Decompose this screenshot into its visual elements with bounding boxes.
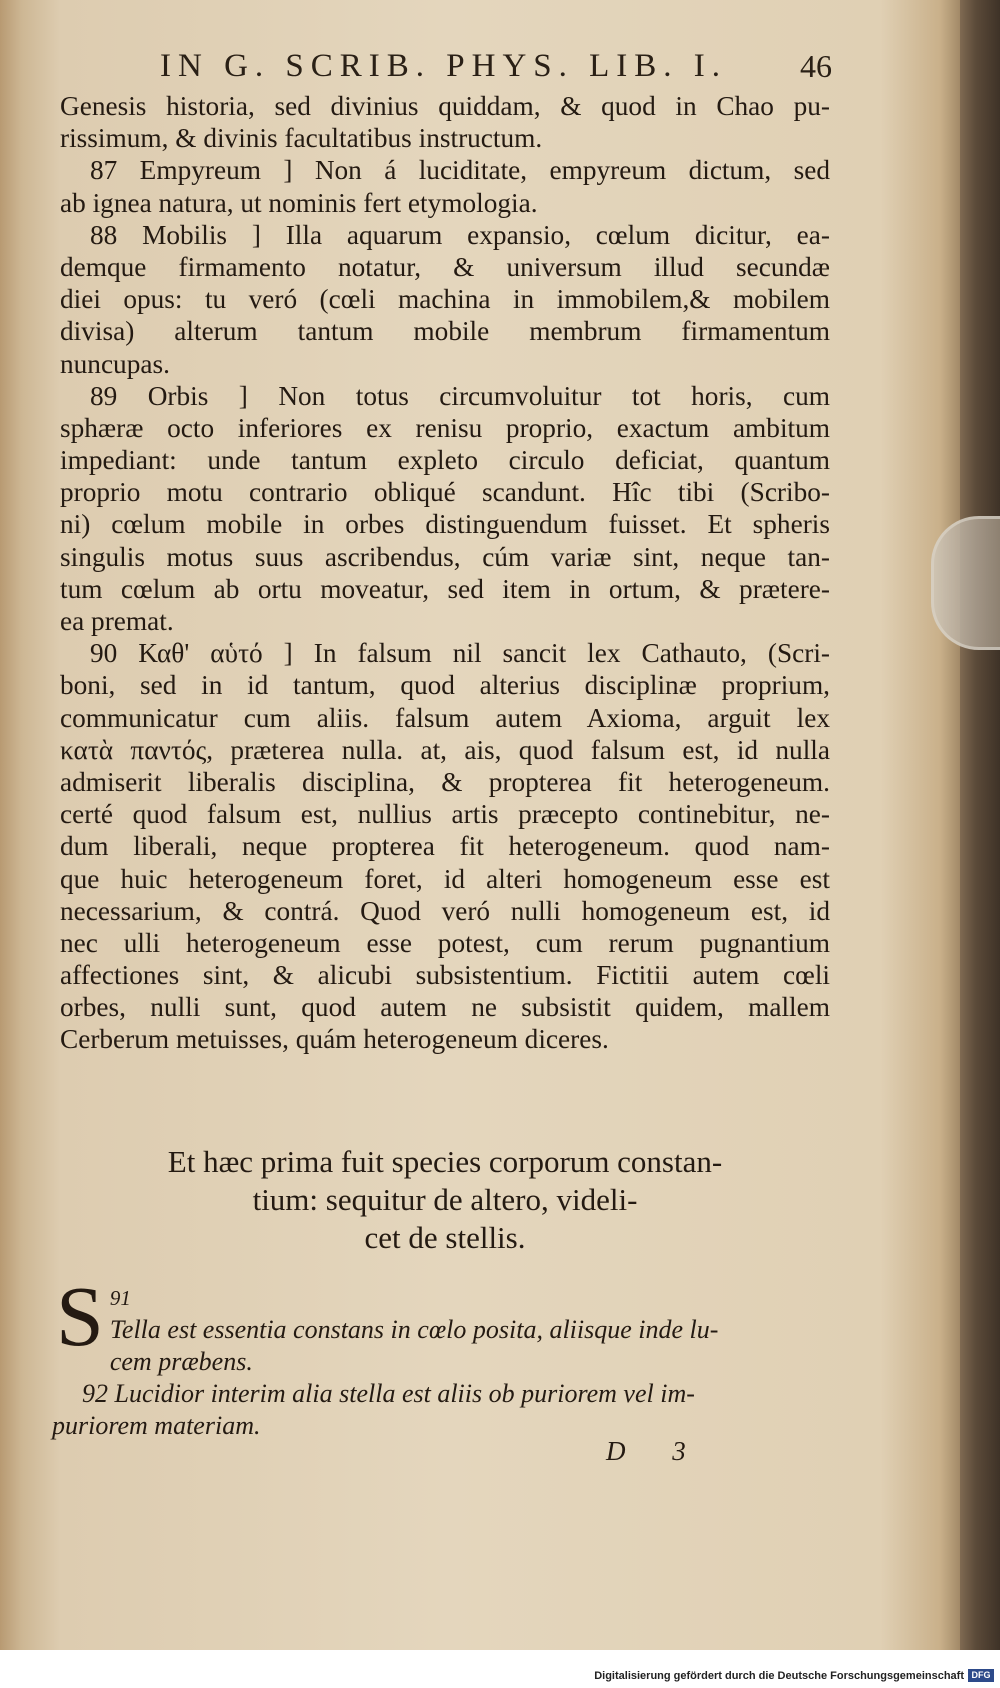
text-line: 90 Καθ' αὑτό ] In falsum nil sancit lex Cathauto, (Scri- (90, 638, 830, 669)
text-line: affectiones sint, & alicubi subsistentium. Fictitii autem cœli (60, 960, 830, 991)
running-head-title: IN G. SCRIB. PHYS. LIB. I. (160, 48, 728, 84)
definition-line: 92 Lucidior interim alia stella est aliis ob puriorem vel im- (82, 1379, 695, 1408)
drop-capital: S (56, 1268, 104, 1364)
text-line: que huic heterogeneum foret, id alteri homogeneum esse est (60, 863, 830, 894)
book-clasp (931, 516, 1000, 650)
signature-mark: D 3 (606, 1436, 706, 1466)
definition-91 (52, 1268, 837, 1378)
page-number: 46 (800, 48, 832, 84)
text-line: tum cœlum ab ortu moveatur, sed item in ortum, & prætere- (60, 573, 830, 604)
text-line: impediant: unde tantum expleto circulo deficiat, quantum (60, 445, 830, 476)
text-line: nuncupas. (60, 348, 170, 379)
definition-line: cem præbens. (109, 1347, 253, 1376)
text-line: 88 Mobilis ] Illa aquarum expansio, cœlum dicitur, ea- (90, 219, 830, 250)
definition-line: Tella est essentia constans in cœlo posita, aliisque inde lu- (109, 1315, 719, 1344)
text-line: Genesis historia, sed divinius quiddam, & quod in Chao pu- (60, 91, 830, 121)
text-line: necessarium, & contrá. Quod veró nulli homogeneum est, id (60, 895, 830, 926)
text-line: diei opus: tu veró (cœli machina in immobilem,& mobilem (60, 284, 830, 315)
text-line: demque firmamento notatur, & universum illud secundæ (60, 251, 830, 282)
text-line: divisa) alterum tantum mobile membrum firmamentum (60, 316, 830, 347)
definition-92 (52, 1378, 837, 1442)
book-edge (960, 0, 1000, 1650)
text-line: proprio motu contrario obliqué scandunt. Hîc tibi (Scribo- (60, 477, 830, 508)
text-line: nec ulli heterogeneum esse potest, cum rerum pugnantium (60, 927, 830, 958)
text-line: dum liberali, neque propterea fit heterogeneum. quod nam- (60, 831, 830, 862)
text-line: boni, sed in id tantum, quod alterius disciplinæ proprium, (60, 670, 830, 701)
text-line: certé quod falsum est, nullius artis præcepto continebitur, ne- (60, 799, 830, 830)
definition-number: 91 (109, 1286, 131, 1310)
text-line: sphæræ octo inferiores ex renisu proprio, exactum ambitum (60, 412, 830, 443)
text-line: orbes, nulli sunt, quod autem ne subsistit quidem, mallem (60, 992, 830, 1023)
text-line: Cerberum metuisses, quám heterogeneum diceres. (60, 1024, 609, 1055)
text-line: ab ignea natura, ut nominis fert etymologia. (60, 187, 538, 218)
text-line: admiserit liberalis disciplina, & propterea fit heterogeneum. (60, 766, 830, 797)
footer-credit: Digitalisierung gefördert durch die Deutsche Forschungsgemeinschaft (594, 1670, 964, 1682)
text-line: communicatur cum aliis. falsum autem Axioma, arguit lex (60, 702, 830, 733)
text-line: singulis motus suus ascribendus, cúm variæ sint, neque tan- (60, 541, 830, 572)
text-line: 87 Empyreum ] Non á luciditate, empyreum dictum, sed (90, 155, 830, 186)
text-line: ea premat. (60, 606, 174, 636)
heading-line: cet de stellis. (364, 1220, 526, 1255)
body-text (60, 90, 830, 1056)
section-heading (60, 1143, 830, 1257)
dfg-logo-icon: DFG (968, 1669, 994, 1682)
heading-line: tium: sequitur de altero, videli- (252, 1182, 638, 1217)
heading-line: Et hæc prima fuit species corporum constan- (167, 1144, 723, 1179)
definitions (52, 1268, 837, 1442)
definition-line: puriorem materiam. (52, 1411, 261, 1440)
text-line: 89 Orbis ] Non totus circumvoluitur tot horis, cum (90, 380, 830, 411)
footer-bar (0, 1650, 1000, 1688)
text-line: rissimum, & divinis facultatibus instructum. (60, 123, 543, 154)
text-line: κατὰ παντός, præterea nulla. at, ais, quod falsum est, id nulla (60, 734, 830, 765)
text-line: ni) cœlum mobile in orbes distinguendum fuisset. Et spheris (60, 509, 830, 540)
